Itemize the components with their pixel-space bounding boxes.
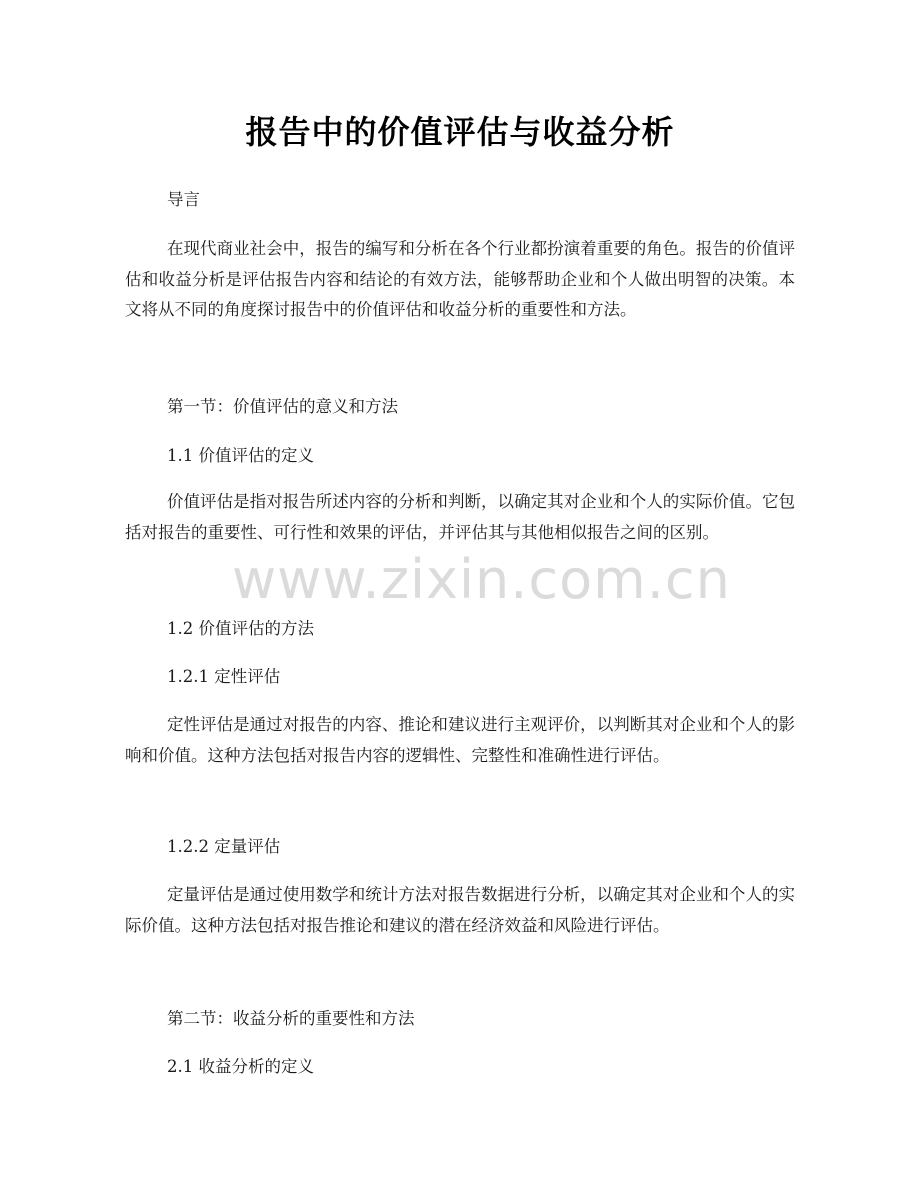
subsection-1-2-2-paragraph: 定量评估是通过使用数学和统计方法对报告数据进行分析，以确定其对企业和个人的实际价值。这种方法包括对报告推论和建议的潜在经济效益和风险进行评估。 <box>125 885 795 935</box>
intro-paragraph: 在现代商业社会中，报告的编写和分析在各个行业都扮演着重要的角色。报告的价值评估和收益分析是评估报告内容和结论的有效方法，能够帮助企业和个人做出明智的决策。本文将从不同的角度探讨报告中的价值评估和收益分析的重要性和方法。 <box>125 239 795 319</box>
watermark-text: www.zixin.com.cn <box>232 548 731 611</box>
subsection-2-1-heading: 2.1 收益分析的定义 <box>167 1057 314 1076</box>
section1-heading: 第一节：价值评估的意义和方法 <box>167 397 398 416</box>
subsection-1-1-heading: 1.1 价值评估的定义 <box>167 446 314 465</box>
subsection-1-1-paragraph: 价值评估是指对报告所述内容的分析和判断，以确定其对企业和个人的实际价值。它包括对报告的重要性、可行性和效果的评估，并评估其与其他相似报告之间的区别。 <box>125 492 795 542</box>
subsection-1-2-1-paragraph: 定性评估是通过对报告的内容、推论和建议进行主观评价，以判断其对企业和个人的影响和价值。这种方法包括对报告内容的逻辑性、完整性和准确性进行评估。 <box>125 715 795 765</box>
section2-heading: 第二节：收益分析的重要性和方法 <box>167 1009 415 1028</box>
subsection-1-2-heading: 1.2 价值评估的方法 <box>167 619 314 638</box>
intro-heading: 导言 <box>167 190 200 209</box>
subsection-1-2-2-heading: 1.2.2 定量评估 <box>167 837 281 856</box>
subsection-1-2-1-heading: 1.2.1 定性评估 <box>167 667 281 686</box>
document-title: 报告中的价值评估与收益分析 <box>245 113 675 151</box>
